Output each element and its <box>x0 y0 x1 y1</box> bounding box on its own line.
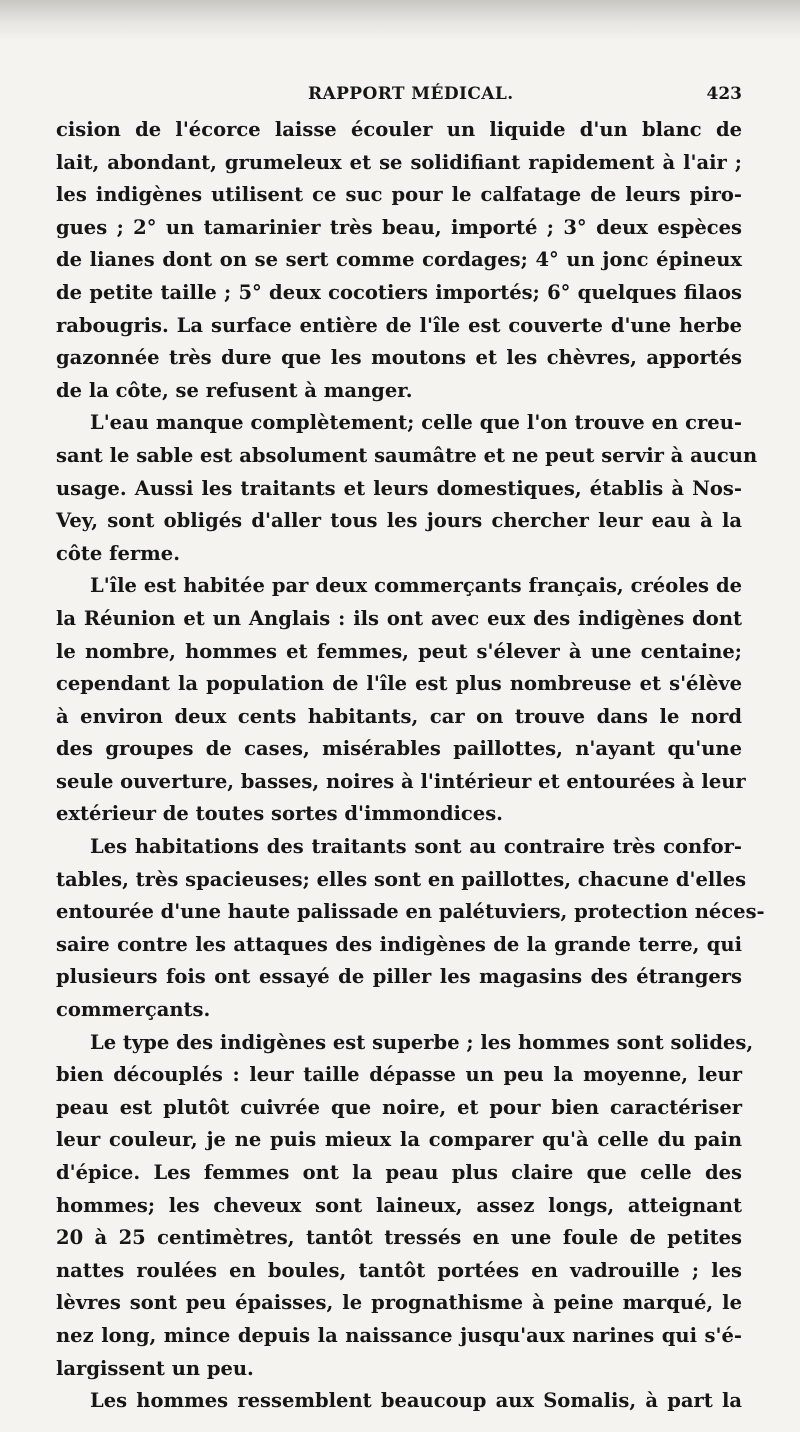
text-line: usage. Aussi les traitants et leurs domestiques, établis à Nos- <box>56 476 742 500</box>
text-line: nattes roulées en boules, tantôt portées en vadrouille ; les <box>56 1258 742 1282</box>
text-line: le nombre, hommes et femmes, peut s'élever à une centaine; <box>56 639 742 663</box>
text-line: sant le sable est absolument saumâtre et ne peut servir à aucun <box>56 443 758 467</box>
text-line: les indigènes utilisent ce suc pour le calfatage de leurs piro- <box>56 183 742 207</box>
text-line: leur couleur, je ne puis mieux la comparer qu'à celle du pain <box>56 1128 742 1152</box>
text-line: lèvres sont peu épaisses, le prognathisme à peine marqué, le <box>56 1291 742 1315</box>
page-number: 423 <box>706 84 742 104</box>
text-line: seule ouverture, basses, noires à l'intérieur et entourées à leur <box>56 769 746 793</box>
text-line: Les habitations des traitants sont au contraire très confor- <box>90 835 742 859</box>
paragraph <box>56 407 758 570</box>
text-line: bien découplés : leur taille dépasse un peu la moyenne, leur <box>56 1063 742 1087</box>
text-line: cision de l'écorce laisse écouler un liquide d'un blanc de <box>56 118 742 141</box>
text-line: largissent un peu. <box>56 1356 254 1380</box>
text-line: saire contre les attaques des indigènes de la grande terre, qui <box>56 932 742 956</box>
text-line: L'eau manque complètement; celle que l'on trouve en creu- <box>90 411 742 435</box>
text-line: tables, très spacieuses; elles sont en paillottes, chacune d'elles <box>56 867 747 891</box>
text-line: Le type des indigènes est superbe ; les hommes sont solides, <box>90 1030 754 1054</box>
text-line: peau est plutôt cuivrée que noire, et pour bien caractériser <box>56 1095 742 1119</box>
text-line: nez long, mince depuis la naissance jusqu'aux narines qui s'é- <box>56 1323 742 1347</box>
text-line: entourée d'une haute palissade en palétuviers, protection néces- <box>56 900 765 924</box>
text-line: cependant la population de l'île est plus nombreuse et s'élève <box>56 672 742 696</box>
text-line: d'épice. Les femmes ont la peau plus claire que celle des <box>56 1161 742 1184</box>
paragraph <box>56 1027 754 1386</box>
body-text <box>56 114 765 1418</box>
text-line: rabougris. La surface entière de l'île est couverte d'une herbe <box>56 313 742 337</box>
text-line: Vey, sont obligés d'aller tous les jours chercher leur eau à la <box>56 509 742 533</box>
text-line: lait, abondant, grumeleux et se solidifiant rapidement à l'air ; <box>56 150 742 174</box>
scan-shadow-band <box>0 0 800 40</box>
text-line: L'île est habitée par deux commerçants français, créoles de <box>90 574 742 598</box>
text-line: gazonnée très dure que les moutons et les chèvres, apportés <box>56 346 742 370</box>
paragraph <box>56 1385 742 1418</box>
text-line: hommes; les cheveux sont laineux, assez longs, atteignant <box>56 1193 742 1217</box>
text-line: de lianes dont on se sert comme cordages; 4° un jonc épineux <box>56 248 742 272</box>
page-header <box>56 84 742 110</box>
paragraph <box>56 570 746 831</box>
running-head: RAPPORT MÉDICAL. <box>308 84 514 104</box>
text-line: plusieurs fois ont essayé de piller les magasins des étrangers <box>56 965 742 989</box>
text-line: côte ferme. <box>56 541 180 565</box>
paragraph <box>56 114 742 407</box>
text-line: de la côte, se refusent à manger. <box>56 378 413 402</box>
text-line: gues ; 2° un tamarinier très beau, importé ; 3° deux espèces <box>56 215 742 239</box>
text-line: commerçants. <box>56 998 211 1022</box>
text-line: des groupes de cases, misérables paillottes, n'ayant qu'une <box>56 737 742 761</box>
text-line: extérieur de toutes sortes d'immondices. <box>56 802 503 826</box>
text-line: la Réunion et un Anglais : ils ont avec eux des indigènes dont <box>56 606 742 630</box>
text-line: 20 à 25 centimètres, tantôt tressés en une foule de petites <box>56 1226 742 1250</box>
text-line: de petite taille ; 5° deux cocotiers importés; 6° quelques filaos <box>56 280 742 304</box>
paragraph <box>56 831 765 1027</box>
text-line: à environ deux cents habitants, car on trouve dans le nord <box>56 704 742 728</box>
text-line: Les hommes ressemblent beaucoup aux Somalis, à part la <box>90 1389 742 1413</box>
